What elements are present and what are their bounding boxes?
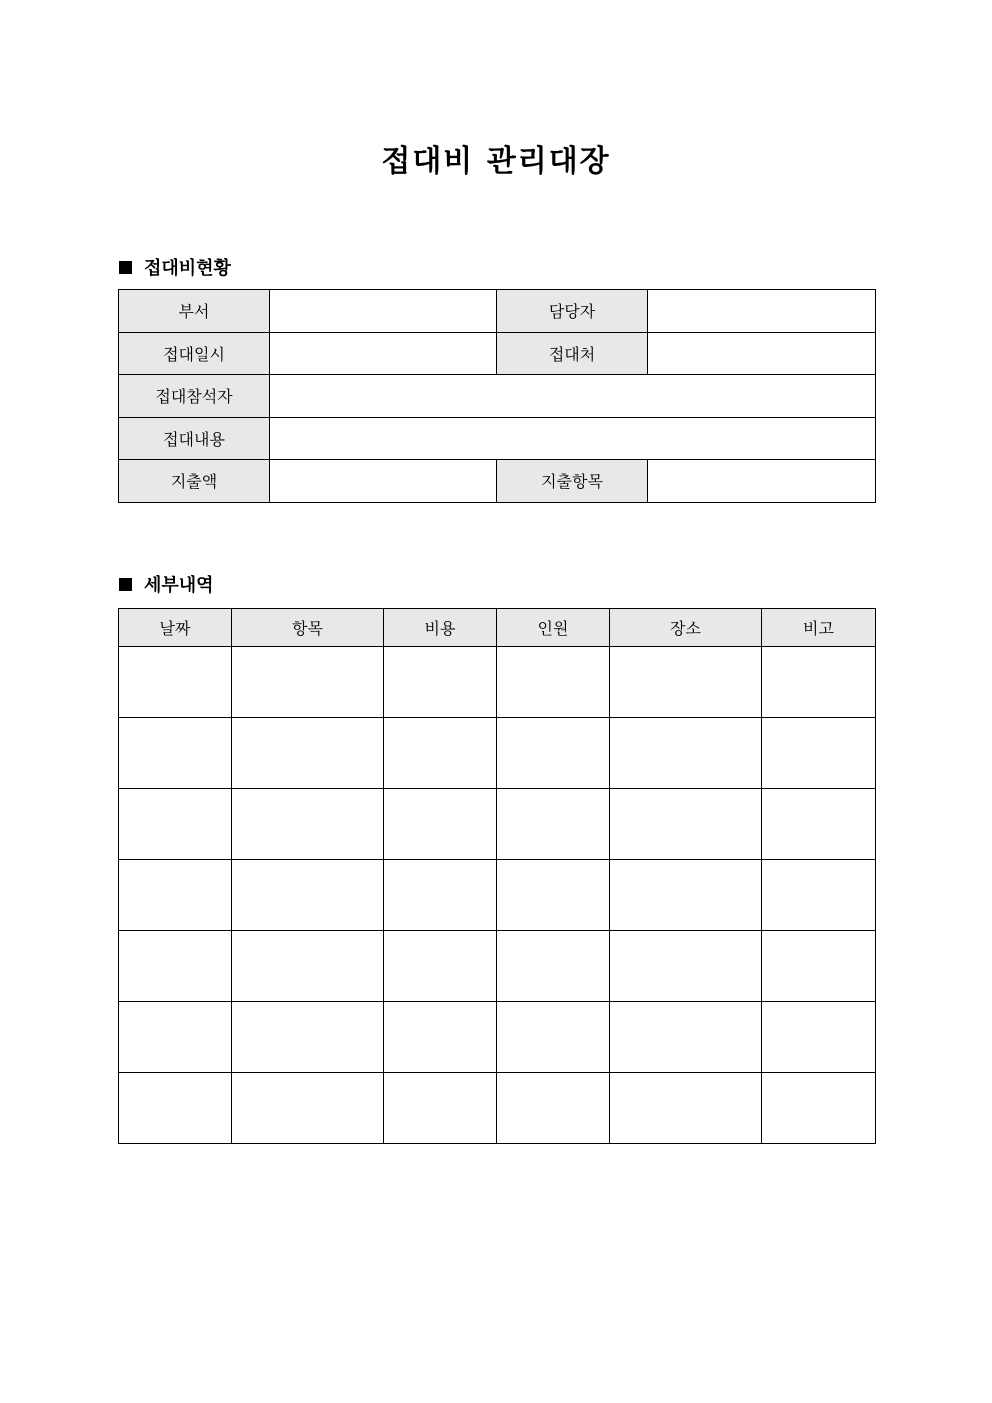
table-row — [119, 1002, 876, 1073]
expense-item-field[interactable] — [648, 460, 876, 503]
date-cell[interactable] — [119, 860, 232, 931]
expense-item-label: 지출항목 — [497, 460, 648, 503]
venue-label: 접대처 — [497, 332, 648, 375]
remarks-cell[interactable] — [762, 931, 876, 1002]
content-field[interactable] — [270, 417, 876, 460]
cost-cell[interactable] — [384, 1073, 497, 1144]
table-row — [119, 647, 876, 718]
detail-table — [118, 608, 876, 1144]
column-header-headcount: 인원 — [497, 609, 610, 647]
attendees-label: 접대참석자 — [119, 375, 270, 418]
square-bullet-icon — [119, 261, 132, 274]
place-cell[interactable] — [610, 1002, 762, 1073]
column-header-cost: 비용 — [384, 609, 497, 647]
remarks-cell[interactable] — [762, 789, 876, 860]
column-header-place: 장소 — [610, 609, 762, 647]
date-cell[interactable] — [119, 1002, 232, 1073]
date-cell[interactable] — [119, 647, 232, 718]
place-cell[interactable] — [610, 860, 762, 931]
headcount-cell[interactable] — [497, 718, 610, 789]
headcount-cell[interactable] — [497, 789, 610, 860]
place-cell[interactable] — [610, 931, 762, 1002]
department-label: 부서 — [119, 290, 270, 333]
date-cell[interactable] — [119, 931, 232, 1002]
summary-heading-text: 접대비현황 — [144, 258, 231, 279]
cost-cell[interactable] — [384, 718, 497, 789]
table-row — [119, 860, 876, 931]
item-cell[interactable] — [232, 1002, 384, 1073]
summary-row — [119, 417, 876, 460]
item-cell[interactable] — [232, 1073, 384, 1144]
cost-cell[interactable] — [384, 789, 497, 860]
column-header-item: 항목 — [232, 609, 384, 647]
summary-row — [119, 290, 876, 333]
column-header-date: 날짜 — [119, 609, 232, 647]
document-title: 접대비 관리대장 — [381, 144, 611, 179]
summary-row — [119, 332, 876, 375]
headcount-cell[interactable] — [497, 1002, 610, 1073]
detail-section-heading — [119, 571, 214, 597]
item-cell[interactable] — [232, 718, 384, 789]
cost-cell[interactable] — [384, 1002, 497, 1073]
headcount-cell[interactable] — [497, 931, 610, 1002]
date-cell[interactable] — [119, 718, 232, 789]
datetime-field[interactable] — [270, 332, 497, 375]
detail-header-row — [119, 609, 876, 647]
headcount-cell[interactable] — [497, 1073, 610, 1144]
table-row — [119, 718, 876, 789]
headcount-cell[interactable] — [497, 860, 610, 931]
department-field[interactable] — [270, 290, 497, 333]
remarks-cell[interactable] — [762, 1002, 876, 1073]
place-cell[interactable] — [610, 1073, 762, 1144]
item-cell[interactable] — [232, 860, 384, 931]
datetime-label: 접대일시 — [119, 332, 270, 375]
item-cell[interactable] — [232, 647, 384, 718]
table-row — [119, 789, 876, 860]
table-row — [119, 1073, 876, 1144]
place-cell[interactable] — [610, 718, 762, 789]
date-cell[interactable] — [119, 789, 232, 860]
column-header-remarks: 비고 — [762, 609, 876, 647]
place-cell[interactable] — [610, 789, 762, 860]
person-in-charge-label: 담당자 — [497, 290, 648, 333]
cost-cell[interactable] — [384, 931, 497, 1002]
venue-field[interactable] — [648, 332, 876, 375]
item-cell[interactable] — [232, 789, 384, 860]
remarks-cell[interactable] — [762, 718, 876, 789]
item-cell[interactable] — [232, 931, 384, 1002]
summary-section-heading — [119, 254, 231, 280]
remarks-cell[interactable] — [762, 860, 876, 931]
person-in-charge-field[interactable] — [648, 290, 876, 333]
table-row — [119, 931, 876, 1002]
square-bullet-icon — [119, 578, 132, 591]
summary-table — [118, 289, 876, 503]
summary-row — [119, 460, 876, 503]
cost-cell[interactable] — [384, 647, 497, 718]
detail-heading-text: 세부내역 — [144, 575, 214, 596]
amount-label: 지출액 — [119, 460, 270, 503]
place-cell[interactable] — [610, 647, 762, 718]
attendees-field[interactable] — [270, 375, 876, 418]
remarks-cell[interactable] — [762, 1073, 876, 1144]
amount-field[interactable] — [270, 460, 497, 503]
summary-row — [119, 375, 876, 418]
remarks-cell[interactable] — [762, 647, 876, 718]
headcount-cell[interactable] — [497, 647, 610, 718]
content-label: 접대내용 — [119, 417, 270, 460]
cost-cell[interactable] — [384, 860, 497, 931]
date-cell[interactable] — [119, 1073, 232, 1144]
